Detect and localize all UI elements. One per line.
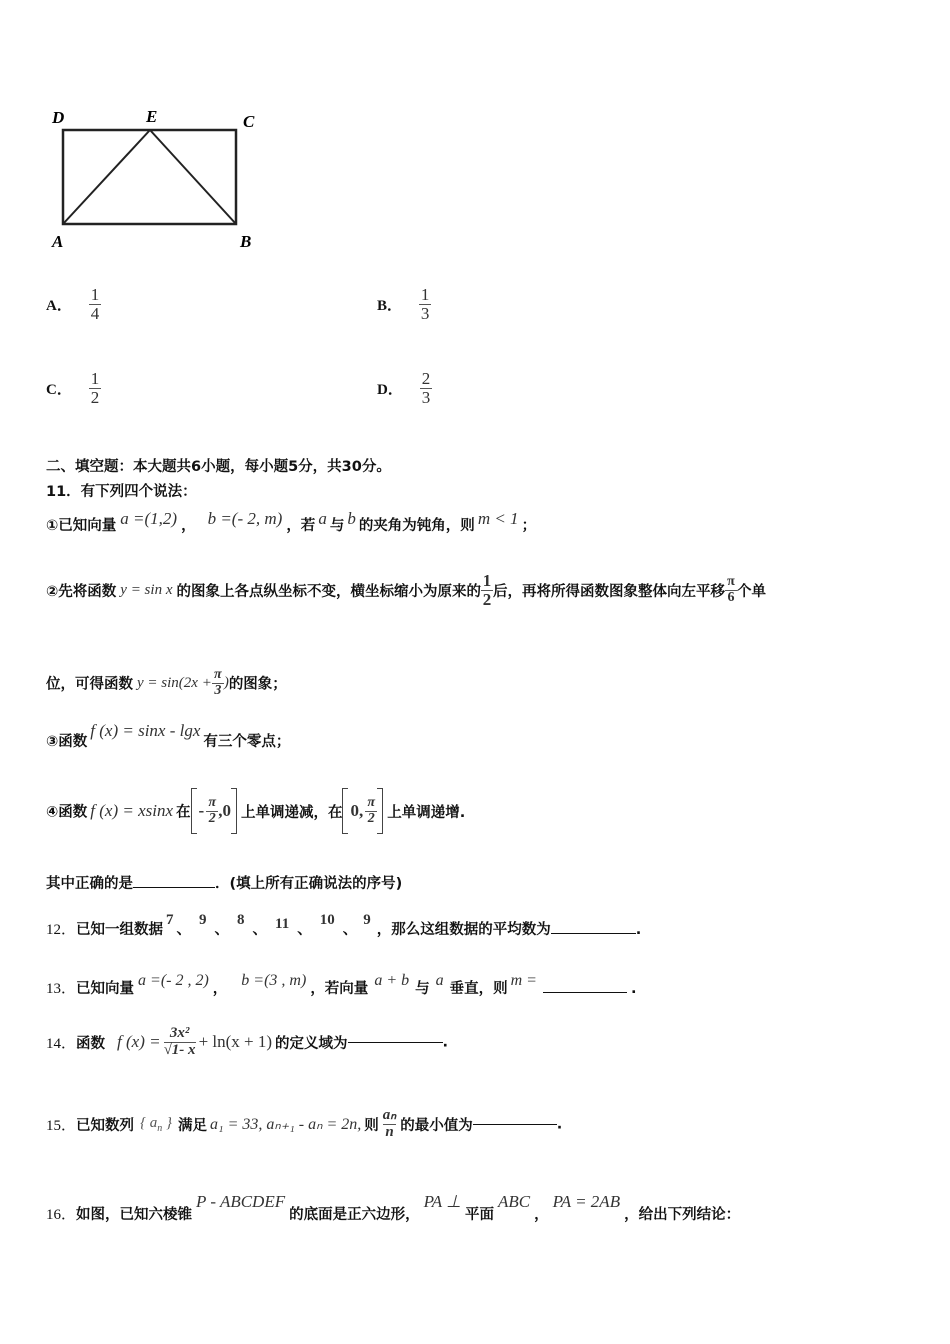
q13: 13．已知向量 a =(- 2 , 2) ， b =(3 , m) ，若向量 a + b 与 a 垂直，则 m = . bbox=[46, 972, 637, 997]
q15-sequence: { $a_n$ } bbox=[140, 1114, 173, 1134]
interval-1-left-bracket bbox=[191, 788, 197, 834]
option-a-label: A． bbox=[46, 297, 72, 314]
q11-statement-2-cont: 位，可得函数 y = sin(2x + $\frac{\pi}{3}$ )的图象； bbox=[46, 667, 287, 698]
pi-over-2-fraction: $\frac{\pi}{2}$ bbox=[365, 796, 377, 826]
q15-fraction: $\frac{\text{aₙ}}{n}$ bbox=[382, 1107, 397, 1140]
label-e: E bbox=[146, 107, 158, 126]
option-a[interactable] bbox=[46, 286, 101, 323]
q11-statement-2: ②先将函数 y = sin x 的图象上各点纵坐标不变，横坐标缩小为原来的 $\frac{1}{2}$ 后，再将所得函数图象整体向左平移 $\frac{\pi}{6}$ 个单 bbox=[46, 571, 766, 609]
rectangle-abcd bbox=[63, 130, 236, 224]
pi-over-6-fraction: $\frac{\pi}{6}$ bbox=[725, 575, 737, 605]
rectangle-figure bbox=[40, 105, 280, 255]
q15: 15．已知数列 { $a_n$ } 满足 a₁ = 33, aₙ₊₁ - aₙ = 2n, 则 $\frac{\text{aₙ}}{n}$ 的最小值为 . bbox=[46, 1107, 563, 1140]
option-c-fraction: $\frac{1}{2}$ bbox=[90, 369, 100, 407]
option-d-fraction: $\frac{2}{3}$ bbox=[421, 369, 431, 407]
option-b-label: B． bbox=[377, 297, 403, 314]
option-c[interactable] bbox=[46, 370, 101, 407]
interval-2-left-bracket bbox=[342, 788, 348, 834]
pi-over-3-fraction: $\frac{\pi}{3}$ bbox=[212, 668, 224, 698]
segment-ae bbox=[63, 130, 150, 224]
option-b-fraction: $\frac{1}{3}$ bbox=[420, 285, 430, 323]
q11-intro: 11．有下列四个说法： bbox=[46, 484, 197, 500]
option-d[interactable] bbox=[377, 370, 432, 407]
segment-eb bbox=[150, 130, 236, 224]
q11-answer-blank[interactable] bbox=[133, 886, 215, 888]
q15-answer-blank[interactable] bbox=[473, 1123, 557, 1125]
q14: 14．函数 f (x) = $\frac{\text{3x²}}{√1- x}$ + ln(x + 1) 的定义域为 . bbox=[46, 1025, 449, 1058]
neg-pi-over-2-fraction: $\frac{\pi}{2}$ bbox=[206, 796, 218, 826]
q12-answer-blank[interactable] bbox=[551, 932, 636, 934]
interval-2-right-bracket bbox=[377, 788, 383, 834]
label-b: B bbox=[240, 232, 252, 251]
q11-question: 其中正确的是 ．(填上所有正确说法的序号) bbox=[46, 876, 403, 892]
option-c-label: C． bbox=[46, 381, 72, 398]
label-d: D bbox=[52, 108, 65, 127]
section-heading: 二、填空题：本大题共6小题，每小题5分，共30分。 bbox=[46, 459, 391, 475]
interval-1-right-bracket bbox=[231, 788, 237, 834]
q11-statement-1: ①已知向量 a =(1,2) ， b =(- 2, m) ，若 a 与 b 的夹角为钝角，则 m < 1 ； bbox=[46, 509, 537, 534]
q11-statement-4: ④函数 f (x) = xsinx 在 - $\frac{\pi}{2}$ ,0 上单调递减，在 0, $\frac{\pi}{2}$ 上单调递增. bbox=[46, 788, 465, 834]
q12: 12．已知一组数据7、9、8、 11 、10、9，那么这组数据的平均数为 . bbox=[46, 912, 642, 938]
option-d-label: D． bbox=[377, 381, 403, 398]
q11-statement-3: ③函数f (x) = sinx - lgx有三个零点； bbox=[46, 721, 291, 750]
q13-answer-blank[interactable] bbox=[543, 991, 627, 993]
label-c: C bbox=[243, 112, 255, 131]
label-a: A bbox=[52, 232, 64, 251]
q16: 16．如图，已知六棱锥P - ABCDEF的底面是正六边形，PA ⊥平面ABC，PA = 2AB，给出下列结论： bbox=[46, 1192, 741, 1223]
option-a-fraction: $\frac{1}{4}$ bbox=[90, 285, 100, 323]
q14-fraction: $\frac{\text{3x²}}{√1- x}$ bbox=[163, 1025, 196, 1058]
option-b[interactable] bbox=[377, 286, 431, 323]
half-fraction: $\frac{1}{2}$ bbox=[482, 571, 492, 609]
q14-answer-blank[interactable] bbox=[348, 1041, 443, 1043]
